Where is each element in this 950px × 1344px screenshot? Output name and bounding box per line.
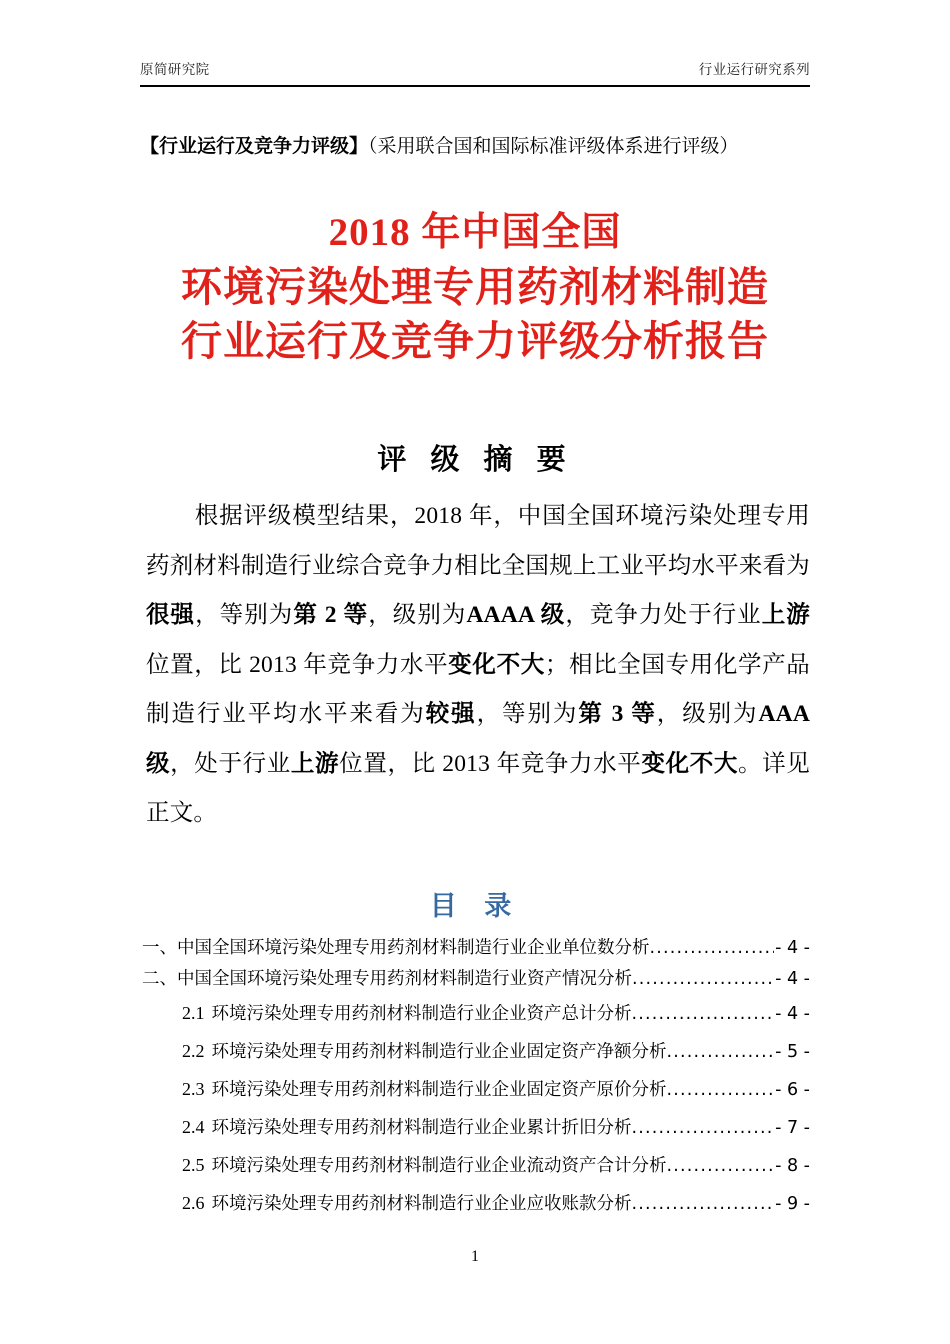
toc-entry-page: - 4 - xyxy=(775,1004,810,1024)
abstract-text: 位置，比 2013 年竞争力水平 xyxy=(146,651,449,678)
abstract-text: ，级别为 xyxy=(656,701,759,727)
toc-entry-title: 环境污染处理专用药剂材料制造行业企业累计折旧分析 xyxy=(211,1118,632,1138)
toc-entry-number: 2.4 xyxy=(182,1117,205,1137)
abstract-emphasis: 变化不大 xyxy=(641,750,739,777)
abstract-heading: 评 级 摘 要 xyxy=(377,442,573,476)
abstract-paragraph xyxy=(146,492,810,839)
abstract-text: ，处于行业 xyxy=(170,750,291,777)
toc-entry-page: - 6 - xyxy=(775,1080,810,1100)
abstract-text: ；相比全国专用化学产品制造行业平均水平来看为 xyxy=(146,651,810,727)
series-bracket-label: 【行业运行及竞争力评级】 xyxy=(140,136,369,157)
abstract-emphasis: 很强 xyxy=(146,602,196,628)
abstract-text: ，竞争力处于行业 xyxy=(565,602,762,628)
toc-entry-page: - 9 - xyxy=(775,1194,810,1214)
toc-dot-leader xyxy=(667,1148,775,1185)
toc-entry-page: - 4 - xyxy=(775,938,810,958)
abstract-text-runs xyxy=(146,503,810,826)
abstract-text: 。详见正文。 xyxy=(146,750,811,826)
toc-entry-page: - 7 - xyxy=(775,1118,810,1138)
abstract-emphasis: 变化不大 xyxy=(448,651,545,678)
toc-entry-title: 中国全国环境污染处理专用药剂材料制造行业企业单位数分析 xyxy=(177,938,650,958)
toc-entry-title: 环境污染处理专用药剂材料制造行业企业固定资产净额分析 xyxy=(211,1042,667,1062)
abstract-text: ，等别为 xyxy=(476,701,579,727)
toc-entry-number: 二、 xyxy=(142,969,177,989)
toc-list xyxy=(142,933,810,1223)
series-paren-label: （采用联合国和国际标准评级体系进行评级） xyxy=(368,136,739,157)
toc-entry-page: - 5 - xyxy=(775,1042,810,1062)
toc-heading: 目 录 xyxy=(429,891,521,922)
toc-entry-number: 2.5 xyxy=(182,1155,205,1175)
toc-entry-number: 2.1 xyxy=(182,1003,205,1023)
abstract-text: 根据评级模型结果，2018 年，中国全国环境污染处理专用药剂材料制造行业综合竞争力相比全国规上工业平均水平来看为 xyxy=(146,503,810,579)
report-title-line-1: 2018 年中国全国 xyxy=(328,211,622,254)
abstract-emphasis: 上游 xyxy=(761,602,811,628)
toc-dot-leader xyxy=(632,996,775,1033)
toc-entry[interactable] xyxy=(142,1147,810,1185)
toc-dot-leader xyxy=(632,1186,775,1223)
abstract-text: ，级别为 xyxy=(368,602,467,628)
report-title-line-2: 环境污染处理专用药剂材料制造 xyxy=(181,264,769,310)
abstract-emphasis: AAAA 级 xyxy=(466,602,566,628)
toc-entry[interactable] xyxy=(142,933,810,964)
toc-entry-number: 一、 xyxy=(142,938,177,958)
toc-entry[interactable] xyxy=(142,1109,810,1147)
report-title xyxy=(0,206,950,368)
toc-entry[interactable] xyxy=(142,1185,810,1223)
toc-entry[interactable] xyxy=(142,1033,810,1071)
header-right-text: 行业运行研究系列 xyxy=(698,62,810,78)
abstract-text: ，等别为 xyxy=(195,602,294,628)
abstract-emphasis: AAA 级 xyxy=(146,701,811,777)
running-header xyxy=(140,62,810,78)
toc-entry-page: - 4 - xyxy=(775,969,810,989)
toc-entry-number: 2.6 xyxy=(182,1193,205,1213)
toc-entry[interactable] xyxy=(142,995,810,1033)
page-number: 1 xyxy=(471,1248,479,1265)
toc-entry-title: 环境污染处理专用药剂材料制造行业企业应收账款分析 xyxy=(211,1194,632,1214)
header-rule xyxy=(140,85,810,87)
toc-entry-page: - 8 - xyxy=(775,1156,810,1176)
abstract-emphasis: 第 3 等 xyxy=(578,701,657,727)
toc-dot-leader xyxy=(667,1034,775,1071)
abstract-text: 位置，比 2013 年竞争力水平 xyxy=(339,750,642,777)
toc-entry-number: 2.3 xyxy=(182,1079,205,1099)
toc-dot-leader xyxy=(632,964,774,995)
series-line xyxy=(140,134,830,161)
toc-entry-title: 中国全国环境污染处理专用药剂材料制造行业资产情况分析 xyxy=(177,969,632,989)
abstract-emphasis: 较强 xyxy=(425,701,477,727)
toc-entry-title: 环境污染处理专用药剂材料制造行业企业固定资产原价分析 xyxy=(211,1080,667,1100)
toc-entry[interactable] xyxy=(142,1071,810,1109)
header-left-text: 原简研究院 xyxy=(140,62,210,78)
toc-dot-leader xyxy=(650,933,775,964)
abstract-emphasis: 第 2 等 xyxy=(293,602,369,628)
toc-entry-number: 2.2 xyxy=(182,1041,205,1061)
toc-dot-leader xyxy=(667,1072,775,1109)
toc-entry-title: 环境污染处理专用药剂材料制造行业企业流动资产合计分析 xyxy=(211,1156,667,1176)
toc-dot-leader xyxy=(632,1110,775,1147)
toc-entry-title: 环境污染处理专用药剂材料制造行业企业资产总计分析 xyxy=(211,1004,632,1024)
toc-entry[interactable] xyxy=(142,964,810,995)
report-title-line-3: 行业运行及竞争力评级分析报告 xyxy=(181,318,769,364)
abstract-emphasis: 上游 xyxy=(290,750,340,777)
